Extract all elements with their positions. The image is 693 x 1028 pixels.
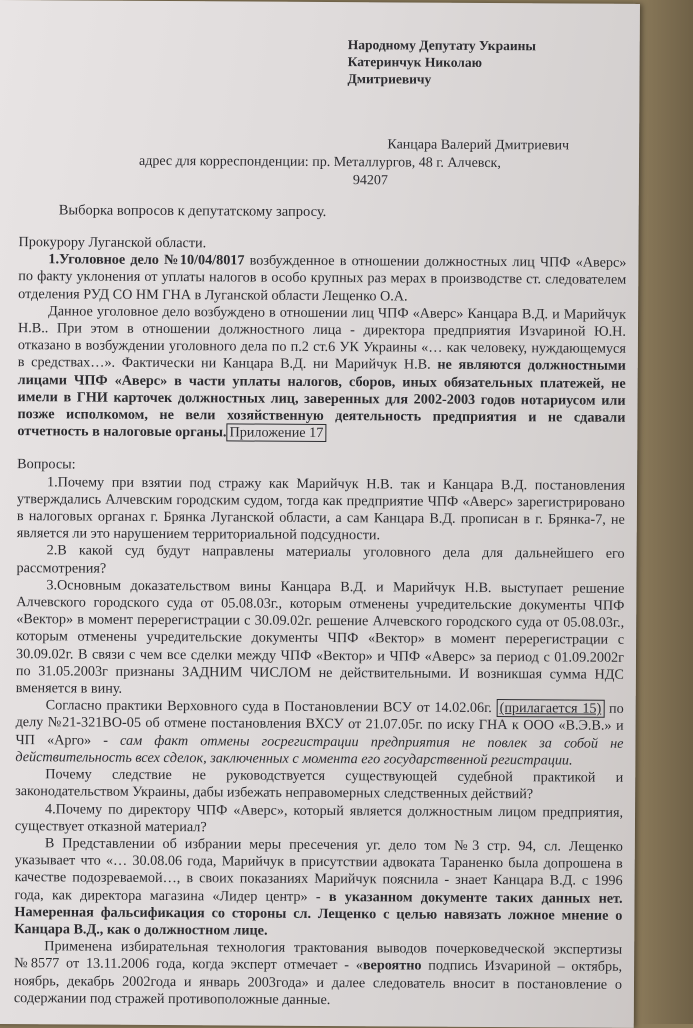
document-subject: Выборка вопросов к депутатскому запросу. (58, 202, 327, 220)
question-4: 4.Почему по директору ЧПФ «Аверс», который является должностным лицом предприятия, существует отказной материал? (14, 800, 624, 835)
expertise-paragraph (14, 938, 622, 1011)
question-3-why: Почему следствие не руководствуется существующей судебной практикой и законодательством Украины, дабы избежать неправомерных следственных действий? (15, 766, 624, 803)
question-2: 2.В какой суд будут направлены материалы уголовного дела для дальнейшего его рассмотрения? (16, 542, 625, 577)
practice-text-2: по делу №21-321ВО-05 об отмене постановления ВХСУ от 21.07.05г. по иску ГНА к ООО «В.Э.В.» и ЧП «Арго» - (15, 700, 624, 749)
sender-block (139, 135, 599, 192)
appendix-reference: Приложение 17 (226, 424, 326, 443)
document-body (14, 234, 627, 1011)
backdrop (633, 0, 693, 1024)
addressee-line-1: Народному Депутату Украины (347, 37, 537, 54)
case-paragraph (18, 251, 626, 306)
expertise-text-2: подпись Изvариной – октябрь, ноябрь, декабрь 2002года и январь 2003года» и далее следователь вносит в постановление о содержании под стражей противоположные данные. (13, 957, 623, 1008)
sender-address: адрес для корреспонденции: пр. Металлургов, 48 г. Алчевск, (138, 153, 501, 172)
sender-name: Канцара Валерий Дмитриевич (387, 137, 570, 154)
question-3: 3.Основным доказательством вины Канцара В.Д. и Марийчук Н.В. выступает решение Алчевского городского суда от 05.08.03г., которым отменены учредительские документы ЧПФ «Вектор» в момент перерегистрации с 30.09.02г. решение Алчевского городского суда от 05.08.03г., которым отменены учредительские документы ЧПФ «Вектор» в момент перерегистрации с 30.09.02г. В связи с чем все сделки между ЧПФ «Вектор» и ЧПФ «Аверс» за период с 01.09.2002г по 31.05.2003г признаны ЗАДНИМ ЧИСЛОМ не действительными. И возникшая сумма НДС вменяется в вину. (15, 577, 625, 697)
case-details-text: Данное уголовное дело возбуждено в отношении лиц ЧПФ «Аверс» Канцара В.Д. и Марийчук Н.В.. При этом в отношении должностного лица - директора предприятия Изvариной Ю.Н. отказано в возбуждении уголовного дела по п.2 ст.6 УК Украины «… как человеку, нуждающемуся в средствах…». Фактически ни Канцара В.Д. ни Марийчук Н.В. (17, 303, 627, 374)
addressee-block (347, 36, 637, 89)
sender-zip: 94207 (352, 173, 388, 189)
case-details-paragraph (17, 303, 626, 444)
expertise-bold: вероятно (362, 957, 422, 974)
case-text: возбужденное в отношении должностных лиц ЧПФ «Аверс» по факту уклонения от уплаты налогов в особо крупных раз мерах в производстве ст. следователем отделения РУД СО НМ ГНА в Луганской области Лещенко О.А. (18, 252, 627, 305)
recipient-line: Прокурору Луганской области. (18, 234, 207, 252)
practice-quote: сам факт отмены госрегистрации предприятия не повлек за собой не действительность всех сделок, заключенных с момента его государственной регистрации. (15, 732, 624, 769)
addressee-line-3: Дмитриевичу (347, 71, 432, 87)
question-1: 1.Почему при взятии под стражу как Марийчук Н.В. так и Канцара В.Д. постановления утверждались Алчевским городским судом, тогда как предприятие ЧПФ «Аверс» зарегистрировано в налоговых органах г. Брянка Луганской области, а сам Канцара В.Д. прописан в г. Брянка-7, не является ли это нарушением территориальной подсудности. (16, 473, 626, 544)
attachment-reference: (прилагается 15) (497, 699, 605, 718)
case-number: 1.Уголовное дело №10/04/8017 (48, 251, 245, 269)
question-3-practice (15, 697, 623, 770)
questions-heading: Вопросы: (17, 456, 76, 473)
addressee-line-2: Катеринчук Николаю (347, 54, 482, 70)
detail-bold: в указанном документе таких данных нет. Намеренная фальсификация со стороны сл. Лещенко с целью навязать ложное мнение о Канцара В.Д., как о должностном лице. (14, 888, 623, 939)
expertise-text-1: Применена избирательная технология трактования выводов почерковедческой экспертизы №8577 от 13.11.2006 года, когда эксперт отмечает - « (14, 938, 623, 974)
detail-text: В Представлении об избрании меры пресечения уг. дело том №3 стр. 94, сл. Лещенко указывает что «… 30.08.06 года, Марийчук в присутствии адвоката Тараненко была допрошена в качестве подозреваемой…, в своих показаниях Марийчук пояснила - знает Канцара В.Д. с 1996 года, как директора магазина «Лидер центр» - (14, 835, 623, 905)
practice-text-1: Согласно практики Верховного суда в Постановлении ВСУ от 14.02.06г. (45, 697, 497, 717)
question-4-detail (14, 835, 623, 942)
case-details-bold: не являются должностными лицами ЧПФ «Аверс» в части уплаты налогов, сборов, иных обязательных платежей, не имели в ГНИ карточек должностных лиц, заверенных для 2002-2003 годов нотариусом или позже исполкомом, не вели хозяйственную деятельность предприятия и не сдавали отчетность в налоговые органы. (17, 357, 626, 441)
